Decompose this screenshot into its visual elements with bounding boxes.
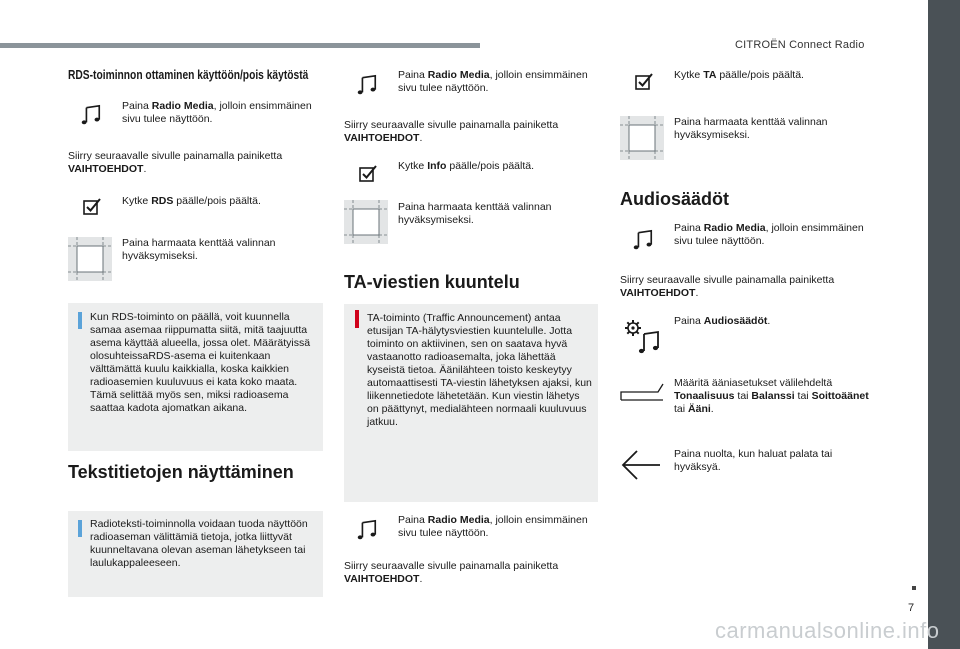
warning-ta-text: TA-toiminto (Traffic Announcement) antaa etusijan TA-hälytysviestien kuuntelulle. Jotta toiminto on aktiivinen, sen on saatava hyvä vastaanotto radioasemalta, joka lähettää kyseistä tietoa. Äänilähteen toisto keskeytyy automaattisesti TA-viestin lähetyksen ajaksi, kun liikennetiedote lähetetään. Kun viestin lähetys on päättynyt, medialähteen normaali kuuluvuus jatkuu. bbox=[367, 312, 592, 428]
info-box-rds bbox=[68, 303, 323, 451]
page-edge-bar bbox=[928, 0, 960, 649]
gear-music-icon bbox=[622, 318, 662, 354]
checkbox-icon bbox=[82, 196, 102, 216]
music-note-icon bbox=[356, 519, 378, 541]
ta-heading: TA-viestien kuuntelu bbox=[344, 272, 520, 292]
info-radiotext-text: Radioteksti-toiminnolla voidaan tuoda näyttöön radioaseman välittämiä tietoja, jotka liittyvät kuunneltavana olevan aseman lähetykseen tai laulukappaleeseen. bbox=[90, 518, 308, 569]
info-marker bbox=[78, 312, 82, 329]
header-rule bbox=[0, 43, 480, 48]
step-radio-media: Paina Radio Media, jolloin ensimmäinen sivu tulee näyttöön. bbox=[398, 514, 588, 539]
step-options: Siirry seuraavalle sivulle painamalla painiketta VAIHTOEHDOT. bbox=[620, 274, 835, 299]
step-tabs: Määritä ääniasetukset välilehdeltä Tonaalisuus tai Balanssi tai Soittoäänet tai Ääni. bbox=[674, 377, 869, 415]
warning-marker bbox=[355, 310, 359, 328]
step-options: Siirry seuraavalle sivulle painamalla painiketta VAIHTOEHDOT. bbox=[344, 119, 559, 144]
grey-field-icon bbox=[68, 237, 112, 281]
brand-label: CITROËN Connect Radio bbox=[735, 39, 865, 51]
step-radio-media: Paina Radio Media, jolloin ensimmäinen sivu tulee näyttöön. bbox=[674, 222, 864, 247]
step-radio-media: Paina Radio Media, jolloin ensimmäinen sivu tulee näyttöön. bbox=[122, 100, 312, 125]
step-confirm: Paina harmaata kenttää valinnan hyväksymiseksi. bbox=[398, 201, 552, 226]
grey-field-icon bbox=[620, 116, 664, 160]
step-ta-toggle: Kytke TA päälle/pois päältä. bbox=[674, 69, 804, 81]
step-back: Paina nuolta, kun haluat palata tai hyväksyä. bbox=[674, 448, 833, 473]
step-rds-toggle: Kytke RDS päälle/pois päältä. bbox=[122, 195, 261, 207]
step-radio-media: Paina Radio Media, jolloin ensimmäinen sivu tulee näyttöön. bbox=[398, 69, 588, 94]
watermark: carmanualsonline.info bbox=[715, 618, 940, 643]
music-note-icon bbox=[632, 229, 654, 251]
step-audio-settings: Paina Audiosäädöt. bbox=[674, 315, 771, 327]
rds-heading: RDS-toiminnon ottaminen käyttöön/pois käytöstä bbox=[68, 68, 309, 82]
checkbox-icon bbox=[634, 71, 654, 91]
back-arrow-icon bbox=[620, 448, 662, 482]
music-note-icon bbox=[80, 104, 102, 126]
tab-icon bbox=[620, 383, 664, 401]
info-marker bbox=[78, 520, 82, 537]
step-confirm: Paina harmaata kenttää valinnan hyväksymiseksi. bbox=[122, 237, 276, 262]
warning-box-ta bbox=[344, 304, 598, 502]
step-options: Siirry seuraavalle sivulle painamalla painiketta VAIHTOEHDOT. bbox=[68, 150, 283, 175]
step-options: Siirry seuraavalle sivulle painamalla painiketta VAIHTOEHDOT. bbox=[344, 560, 559, 585]
page-marker bbox=[912, 586, 916, 590]
info-box-radiotext bbox=[68, 511, 323, 597]
text-info-heading: Tekstitietojen näyttäminen bbox=[68, 462, 294, 482]
step-info-toggle: Kytke Info päälle/pois päältä. bbox=[398, 160, 535, 172]
grey-field-icon bbox=[344, 200, 388, 244]
music-note-icon bbox=[356, 74, 378, 96]
checkbox-icon bbox=[358, 163, 378, 183]
audio-heading: Audiosäädöt bbox=[620, 189, 730, 209]
step-confirm: Paina harmaata kenttää valinnan hyväksymiseksi. bbox=[674, 116, 828, 141]
page-number: 7 bbox=[908, 602, 915, 614]
info-rds-text: Kun RDS-toiminto on päällä, voit kuunnella samaa asemaa riippumatta siitä, mitä taajuutta asema käyttää alueella, jossa olet. Määrätyissä olosuhteissaRDS-asema ei kuitenkaan välttämättä kuulu kaikkialla, koska kaikkien radioasemien kuuluvuus ei kata koko maata. Tämä selittää myös sen, miksi radioasema saattaa kadota ajomatkan aikana. bbox=[90, 311, 311, 414]
